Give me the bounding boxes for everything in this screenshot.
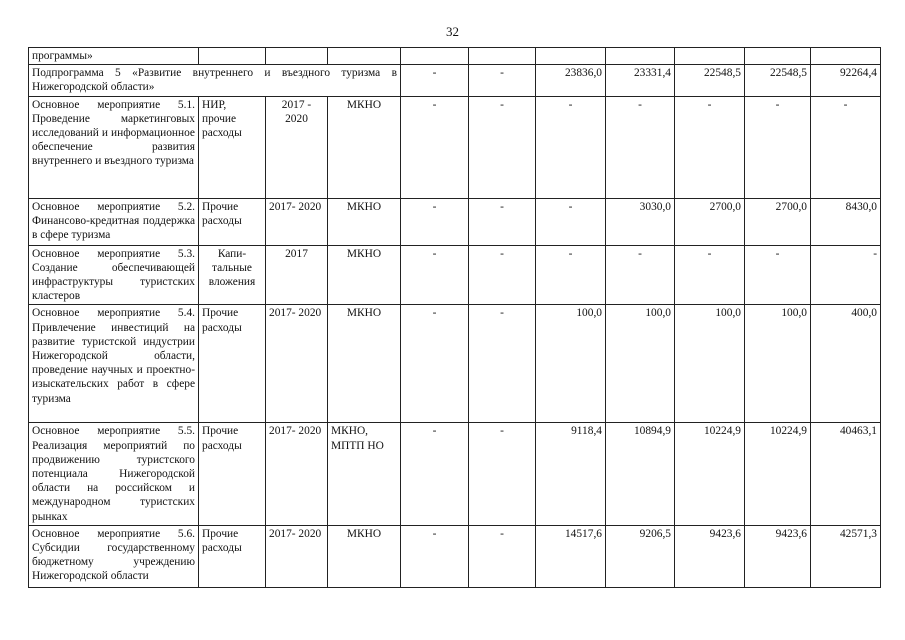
cell-total: 400,0 — [811, 305, 881, 423]
cell-2020: 2700,0 — [745, 198, 811, 245]
executor: МКНО — [328, 198, 401, 245]
cell-c6: - — [469, 65, 536, 96]
expense-type: НИР, прочие расходы — [199, 96, 266, 198]
executor: МКНО — [328, 525, 401, 587]
cell-c6: - — [469, 96, 536, 198]
table-row — [29, 525, 881, 587]
cell-2018: 23331,4 — [606, 65, 675, 96]
cell-2018: 100,0 — [606, 305, 675, 423]
cell-2020: - — [745, 96, 811, 198]
cell-2017: 14517,6 — [536, 525, 606, 587]
cell-c5: - — [401, 198, 469, 245]
cell-total: 8430,0 — [811, 198, 881, 245]
cell-2017: 9118,4 — [536, 423, 606, 525]
cell-2019: - — [675, 245, 745, 305]
expense-type: Прочие расходы — [199, 423, 266, 525]
cell-2018: - — [606, 245, 675, 305]
table-row — [29, 245, 881, 305]
cell-2019: 9423,6 — [675, 525, 745, 587]
cell-c6: - — [469, 305, 536, 423]
cell-2019: - — [675, 96, 745, 198]
cell-2020: 22548,5 — [745, 65, 811, 96]
cell-c5: - — [401, 65, 469, 96]
cell-total: 40463,1 — [811, 423, 881, 525]
cell-2020: 9423,6 — [745, 525, 811, 587]
cell-total: - — [811, 96, 881, 198]
cell-c5: - — [401, 96, 469, 198]
page-number: 32 — [446, 24, 459, 39]
expense-type: Прочие расходы — [199, 525, 266, 587]
cell-c6: - — [469, 245, 536, 305]
table-row — [29, 48, 881, 65]
period: 2017- 2020 — [266, 305, 328, 423]
cell-2017: - — [536, 96, 606, 198]
table-row — [29, 305, 881, 423]
cell-c6: - — [469, 423, 536, 525]
measure-name: Основное мероприятие 5.3. Создание обеспечивающей инфраструктуры туристских кластеров — [29, 245, 199, 305]
period: 2017 - 2020 — [266, 96, 328, 198]
cell-2019: 22548,5 — [675, 65, 745, 96]
executor: МКНО — [328, 96, 401, 198]
cell-total: 42571,3 — [811, 525, 881, 587]
expense-type: Капи- тальные вложения — [199, 245, 266, 305]
program-table — [28, 47, 881, 588]
cell-2019: 100,0 — [675, 305, 745, 423]
measure-name: Основное мероприятие 5.2. Финансово-кредитная поддержка в сфере туризма — [29, 198, 199, 245]
cell-2017: 100,0 — [536, 305, 606, 423]
measure-name: Основное мероприятие 5.4. Привлечение инвестиций на развитие туристской индустрии Нижегородской области, проведение научных и проектно-изыскательских работ в сфере туризма — [29, 305, 199, 423]
cell-total: - — [811, 245, 881, 305]
cell-2018: 9206,5 — [606, 525, 675, 587]
cell-2017: - — [536, 198, 606, 245]
executor: МКНО — [328, 245, 401, 305]
subprogram-name: Подпрограмма 5 «Развитие внутреннего и въездного туризма в Нижегородской области» — [29, 65, 401, 96]
cell-2018: - — [606, 96, 675, 198]
cell-2019: 10224,9 — [675, 423, 745, 525]
cell-c6: - — [469, 525, 536, 587]
expense-type: Прочие расходы — [199, 198, 266, 245]
cell-total: 92264,4 — [811, 65, 881, 96]
period: 2017- 2020 — [266, 198, 328, 245]
period: 2017- 2020 — [266, 423, 328, 525]
cell-2017: 23836,0 — [536, 65, 606, 96]
cell-2020: - — [745, 245, 811, 305]
table-row — [29, 96, 881, 198]
period: 2017- 2020 — [266, 525, 328, 587]
cell-2020: 100,0 — [745, 305, 811, 423]
measure-name: Основное мероприятие 5.1. Проведение маркетинговых исследований и информационное обеспечение развития внутреннего и въездного туризма — [29, 96, 199, 198]
table-row — [29, 423, 881, 525]
cell-c5: - — [401, 525, 469, 587]
table-row — [29, 198, 881, 245]
cell-c5: - — [401, 245, 469, 305]
cell-2017: - — [536, 245, 606, 305]
cell-2018: 3030,0 — [606, 198, 675, 245]
subprogram-title-tail: программы» — [29, 48, 199, 65]
measure-name: Основное мероприятие 5.5. Реализация мероприятий по продвижению туристского потенциала Нижегородской области на российском и международном туристских рынках — [29, 423, 199, 525]
period: 2017 — [266, 245, 328, 305]
expense-type: Прочие расходы — [199, 305, 266, 423]
cell-2018: 10894,9 — [606, 423, 675, 525]
cell-c5: - — [401, 423, 469, 525]
cell-c5: - — [401, 305, 469, 423]
executor: МКНО, МПТП НО — [328, 423, 401, 525]
executor: МКНО — [328, 305, 401, 423]
subprogram-row — [29, 65, 881, 96]
cell-c6: - — [469, 198, 536, 245]
cell-2019: 2700,0 — [675, 198, 745, 245]
cell-2020: 10224,9 — [745, 423, 811, 525]
measure-name: Основное мероприятие 5.6. Субсидии государственному бюджетному учреждению Нижегородской области — [29, 525, 199, 587]
